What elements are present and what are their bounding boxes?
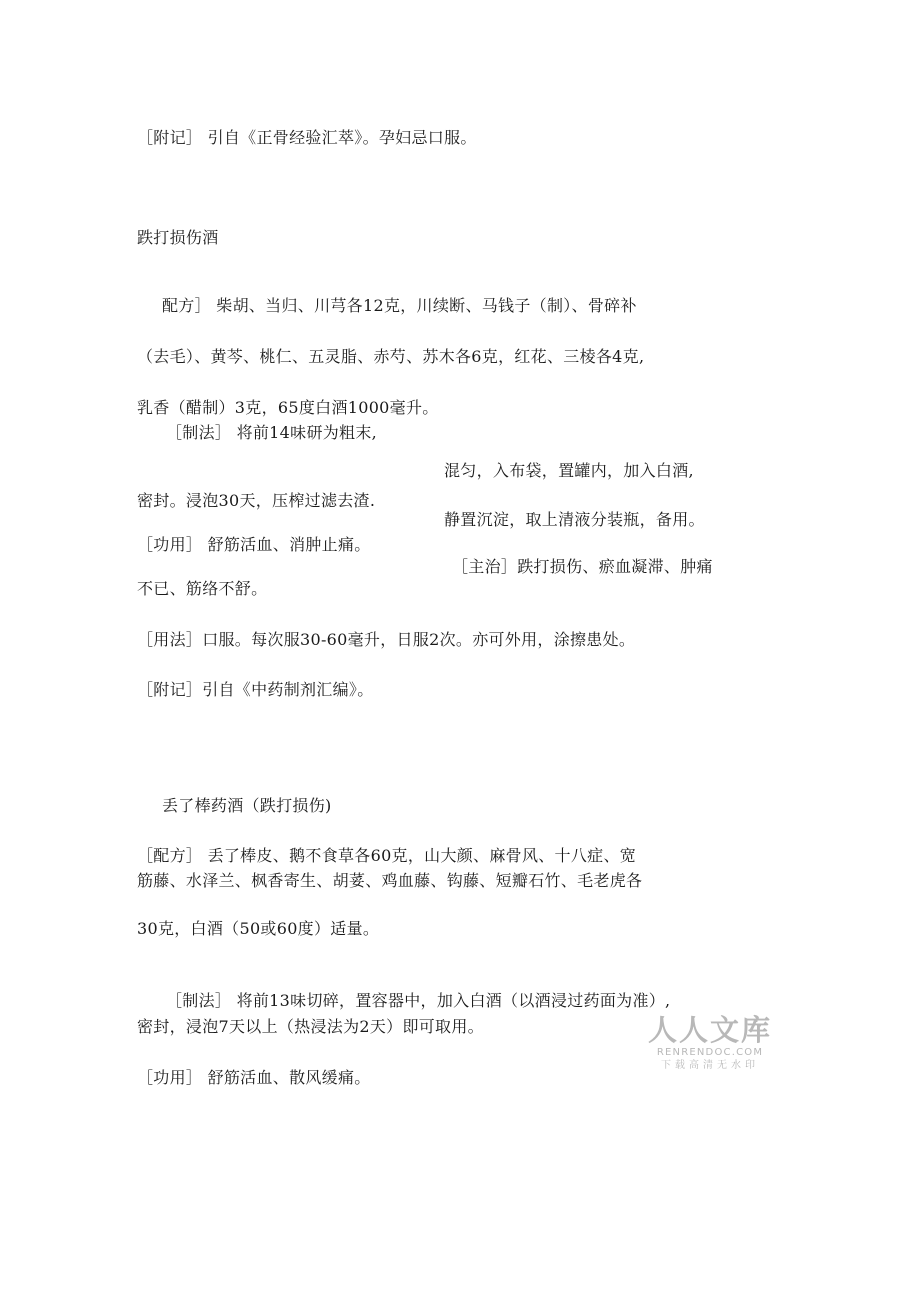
method-line: 密封。浸泡30天，压榨过滤去渣.: [137, 491, 376, 510]
formula-line: 30克，白酒（50或60度）适量。: [137, 919, 380, 938]
watermark-logo: [648, 1014, 772, 1073]
formula-line: 配方］ 柴胡、当归、川芎各12克，川续断、马钱子（制）、骨碎补: [162, 296, 637, 315]
method-line: ［制法］ 将前14味研为粗末,: [166, 423, 378, 442]
usage-line: ［用法］口服。每次服30-60毫升，日服2次。亦可外用，涂擦患处。: [137, 630, 636, 649]
indication-line: 不已、筋络不舒。: [137, 579, 268, 598]
effect-line: ［功用］ 舒筋活血、散风缓痛。: [137, 1068, 371, 1087]
formula-line: ［配方］ 丢了棒皮、鹅不食草各60克，山大颜、麻骨风、十八症、宽: [137, 846, 637, 865]
formula-line: 筋藤、水泽兰、枫香寄生、胡荽、鸡血藤、钩藤、短瓣石竹、毛老虎各: [137, 871, 643, 890]
indication-line-right: ［主治］跌打损伤、瘀血凝滞、肿痛: [452, 557, 713, 576]
appendix-line: ［附记］引自《中药制剂汇编》。: [137, 680, 374, 699]
watermark-subtitle: 下载高清无水印: [661, 1060, 759, 1071]
method-line-right: 混匀，入布袋，置罐内，加入白酒,: [444, 461, 694, 480]
appendix-line: ［附记］ 引自《正骨经验汇萃》。孕妇忌口服。: [137, 128, 477, 147]
method-line: ［制法］ 将前13味切碎，置容器中，加入白酒（以酒浸过药面为准）,: [166, 991, 671, 1010]
formula-line: 乳香（醋制）3克，65度白酒1000毫升。: [137, 398, 439, 417]
method-line: 密封，浸泡7天以上（热浸法为2天）即可取用。: [137, 1017, 484, 1036]
watermark-title: 人人文库: [648, 1013, 773, 1047]
effect-line: ［功用］ 舒筋活血、消肿止痛。: [137, 535, 371, 554]
formula-line: （去毛）、黄芩、桃仁、五灵脂、赤芍、苏木各6克，红花、三棱各4克,: [137, 347, 645, 366]
recipe-title: 跌打损伤酒: [137, 228, 219, 247]
watermark-url: RENRENDOC.COM: [656, 1047, 764, 1058]
recipe-title: 丢了棒药酒（跌打损伤): [162, 796, 332, 815]
method-line-right: 静置沉淀，取上清液分装瓶，备用。: [444, 510, 705, 529]
